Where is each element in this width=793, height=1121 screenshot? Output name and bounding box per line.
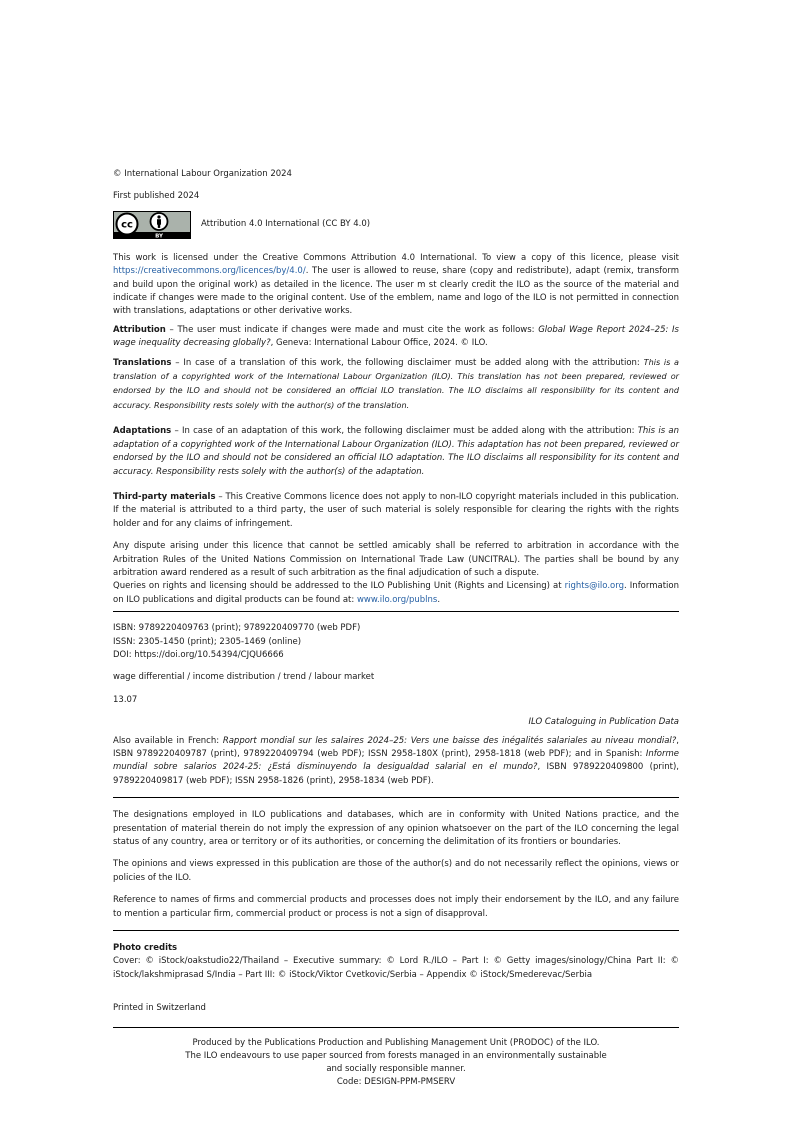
reference-paragraph: Reference to names of firms and commercial products and processes does not imply their endorsement by the ILO, and any failure to mention a particular firm, commercial product or process is not a sign of disapproval. <box>113 895 679 919</box>
licence-link[interactable]: https://creativecommons.org/licences/by/4.0/ <box>113 266 306 277</box>
divider <box>113 1027 679 1028</box>
footer-line: Produced by the Publications Production and Publishing Management Unit (PRODOC) of the ILO. <box>192 1037 600 1048</box>
footer-line: The ILO endeavours to use paper sourced from forests managed in an environmentally sustainable <box>185 1050 607 1061</box>
report-title: Global Wage Report 2024–25: Is wage inequality decreasing globally? <box>113 324 679 349</box>
copyright-line: © International Labour Organization 2024 <box>113 169 292 179</box>
translations-heading: Translations <box>113 357 172 368</box>
third-party-heading: Third-party materials <box>113 491 216 502</box>
production-footer <box>113 1037 679 1090</box>
divider <box>113 930 679 931</box>
dispute-paragraph: Any dispute arising under this licence that cannot be settled amicably shall be referred to arbitration in accordance with the Arbitration Rules of the United Nations Commission on International Trade Law (UNCITRAL). The parties shall be bound by any arbitration award rendered as a result of such arbitration as the final adjudication of such a dispute. <box>113 541 679 578</box>
licence-label: Attribution 4.0 International (CC BY 4.0) <box>201 219 371 230</box>
adaptations-heading: Adaptations <box>113 426 172 437</box>
cataloguing-label: ILO Cataloguing in Publication Data <box>528 717 679 728</box>
first-published: First published 2024 <box>113 191 200 202</box>
divider <box>113 797 679 798</box>
by-badge-text: BY <box>155 233 163 239</box>
designations-paragraph: The designations employed in ILO publications and databases, which are in conformity with United Nations practice, and the presentation of material therein do not imply the expression of any opinion whatsoever on the part of the ILO concerning the legal status of any country, area or territory or of its authorities, or concerning the delimitation of its frontiers or boundaries. <box>113 810 679 848</box>
spanish-title: Informe mundial sobre salarios 2024-25: ¿Está disminuyendo la desigualdad salarial en el mundo? <box>113 749 679 773</box>
french-title: Rapport mondial sur les salaires 2024–25: Vers une baisse des inégalités salariales au niveau mondial? <box>222 735 677 746</box>
keywords-line: wage differential / income distribution / trend / labour market <box>113 672 375 683</box>
licence-paragraph: This work is licensed under the Creative Commons Attribution 4.0 International. To view a copy of this licence, please visit https://creativecommons.org/licences/by/4.0/. The user is allowed to reuse, share (copy and redistribute), adapt (remix, transform and build upon the original work) as detailed in the licence. The user m st clearly credit the ILO as the source of the material and indicate if changes were made to the original content. Use of the emblem, name and logo of the ILO is not permitted in connection with translations, adaptations or other derivative works. <box>113 252 679 317</box>
publications-link[interactable]: www.ilo.org/publns <box>356 594 438 605</box>
footer-code: Code: DESIGN-PPM-PMSERV <box>336 1077 456 1088</box>
adaptations-disclaimer: This is an adaptation of a copyrighted work of the International Labour Organization (ILO). This adaptation has not been prepared, reviewed or endorsed by the ILO and should not be considered an official ILO adaptation. The ILO disclaims all responsibility for its content and accuracy. Responsibility rests solely with the author(s) of the adaptation. <box>113 426 679 477</box>
photo-credits-text: Cover: © iStock/oakstudio22/Thailand – Executive summary: © Lord R./ILO – Part I: © Getty images/sinology/China Part II: © iStock/lakshmiprasad S/India – Part III: © iStock/Viktor Cvetkovic/Serbia – Appendix © iStock/Smederevac/Serbia <box>113 956 679 980</box>
attribution-paragraph: Attribution – The user must indicate if changes were made and must cite the work as follows: Global Wage Report 2024–25: Is wage inequality decreasing globally?, Geneva: International Labour Office, 2024. © ILO. <box>113 324 679 349</box>
doi-line: DOI: https://doi.org/10.54394/CJQU6666 <box>113 649 284 660</box>
issn-line: ISSN: 2305-1450 (print); 2305-1469 (online) <box>113 636 302 647</box>
cc-by-badge-icon <box>113 211 191 239</box>
attribution-heading: Attribution <box>113 324 166 335</box>
photo-credits-heading: Photo credits <box>113 943 178 954</box>
copyright-page <box>113 168 679 1090</box>
footer-line: and socially responsible manner. <box>326 1064 466 1075</box>
translations-disclaimer: This is a translation of a copyrighted work of the International Labour Organization (ILO). This translation has not been prepared, reviewed or endorsed by the ILO and should not be considered an official ILO translation. The ILO disclaims all responsibility for its content and accuracy. Responsibility rests solely with the author(s) of the translation. <box>113 356 679 410</box>
translations-paragraph: Translations – In case of a translation of this work, the following disclaimer must be added along with the attribution: This is a translation of a copyrighted work of the International Labour Organization (ILO). This translation has not been prepared, reviewed or endorsed by the ILO and should not be considered an official ILO translation. The ILO disclaims all responsibility for its content and accuracy. Responsibility rests solely with the author(s) of the translation. <box>113 356 679 410</box>
adaptations-paragraph: Adaptations – In case of an adaptation of this work, the following disclaimer must be added along with the attribution: This is an adaptation of a copyrighted work of the International Labour Organization (ILO). This adaptation has not been prepared, reviewed or endorsed by the ILO and should not be considered an official ILO adaptation. The ILO disclaims all responsibility for its content and accuracy. Responsibility rests solely with the author(s) of the adaptation. <box>113 426 679 477</box>
cc-badge-text: cc <box>121 219 133 231</box>
classification-code: 13.07 <box>113 694 138 705</box>
isbn-line: ISBN: 9789220409763 (print); 9789220409770 (web PDF) <box>113 623 361 634</box>
also-available-paragraph: Also available in French: Rapport mondial sur les salaires 2024–25: Vers une baisse des inégalités salariales au niveau mondial?, ISBN 9789220409787 (print), 9789220409794 (web PDF); ISSN 2958-180X (print), 2958-1818 (web PDF); and in Spanish: Informe mundial sobre salarios 2024-25: ¿Está disminuyendo la desigualdad salarial en el mundo?, ISBN 9789220409800 (print), 9789220409817 (web PDF); ISSN 2958-1826 (print), 2958-1834 (web PDF). <box>113 735 679 786</box>
divider <box>113 611 679 612</box>
queries-paragraph: Queries on rights and licensing should be addressed to the ILO Publishing Unit (Rights and Licensing) at rights@ilo.org. Information on ILO publications and digital products can be found at: www.ilo.org/publns. <box>113 581 680 605</box>
licence-row <box>113 210 679 240</box>
rights-email-link[interactable]: rights@ilo.org <box>564 581 624 592</box>
opinions-paragraph: The opinions and views expressed in this publication are those of the author(s) and do not necessarily reflect the opinions, views or policies of the ILO. <box>113 859 679 883</box>
third-party-paragraph: Third-party materials – This Creative Commons licence does not apply to non-ILO copyright materials included in this publication. If the material is attributed to a third party, the user of such material is solely responsible for clearing the rights with the rights holder and for any claims of infringement. <box>113 491 679 529</box>
printed-line: Printed in Switzerland <box>113 1003 206 1014</box>
